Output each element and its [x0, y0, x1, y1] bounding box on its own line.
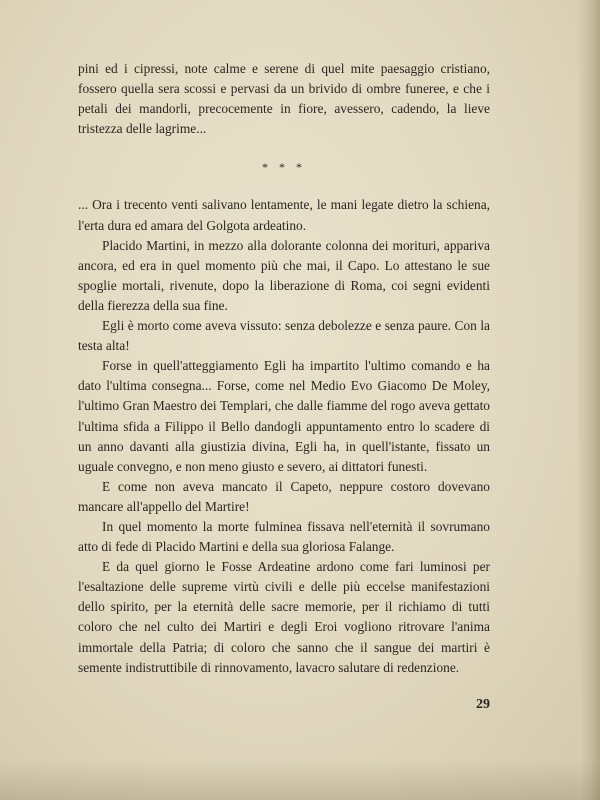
paragraph: E da quel giorno le Fosse Ardeatine ardono come fari luminosi per l'esaltazione delle supreme virtù civili e delle più eccelse manifestazioni dello spirito, per la eternità delle sacre memorie, per il richiamo di tutti coloro che nel culto dei Martiri e degli Eroi vogliono ritrovare l'anima immortale della Patria; di coloro che sanno che il sangue dei martiri è semente indistruttibile di rinnovamento, lavacro salutare di redenzione. [78, 559, 490, 675]
page-bottom-shadow [0, 760, 600, 800]
paragraph: Forse in quell'atteggiamento Egli ha impartito l'ultimo comando e ha dato l'ultima consegna... Forse, come nel Medio Evo Giacomo De Moley, l'ultimo Gran Maestro dei Templari, che dalle fiamme del rogo aveva gettato l'ultima sfida a Filippo il Bello dandogli appuntamento entro lo scadere di un anno davanti alla giustizia divina, Egli ha, in quell'istante, fissato un uguale convegno, e non meno giusto e severo, ai dittatori funesti. [78, 358, 490, 474]
body-text [78, 59, 490, 678]
section-separator: * * * [262, 160, 306, 175]
paragraph: Placido Martini, in mezzo alla dolorante colonna dei morituri, appariva ancora, ed era in quel momento più che mai, il Capo. Lo attestano le sue spoglie mortali, rivenute, dopo la liberazione di Roma, coi segni evidenti della fierezza della sua fine. [78, 237, 490, 313]
page-number: 29 [476, 697, 490, 712]
paragraph: E come non aveva mancato il Capeto, neppure costoro dovevano mancare all'appello del Martire! [78, 478, 490, 514]
paragraph: pini ed i cipressi, note calme e serene di quel mite paesaggio cristiano, fossero quella sera scossi e pervasi da un brivido di ombre funeree, e che i petali dei mandorli, precocemente in fiore, avessero, cadendo, la lieve tristezza delle lagrime... [78, 61, 490, 137]
paragraph: Egli è morto come aveva vissuto: senza debolezze e senza paure. Con la testa alta! [78, 318, 490, 354]
paragraph: In quel momento la morte fulminea fissava nell'eternità il sovrumano atto di fede di Placido Martini e della sua gloriosa Falange. [78, 518, 490, 555]
paragraph: ... Ora i trecento venti salivano lentamente, le mani legate dietro la schiena, l'erta dura ed amara del Golgota ardeatino. [78, 197, 490, 233]
page-edge-shadow [578, 0, 600, 800]
